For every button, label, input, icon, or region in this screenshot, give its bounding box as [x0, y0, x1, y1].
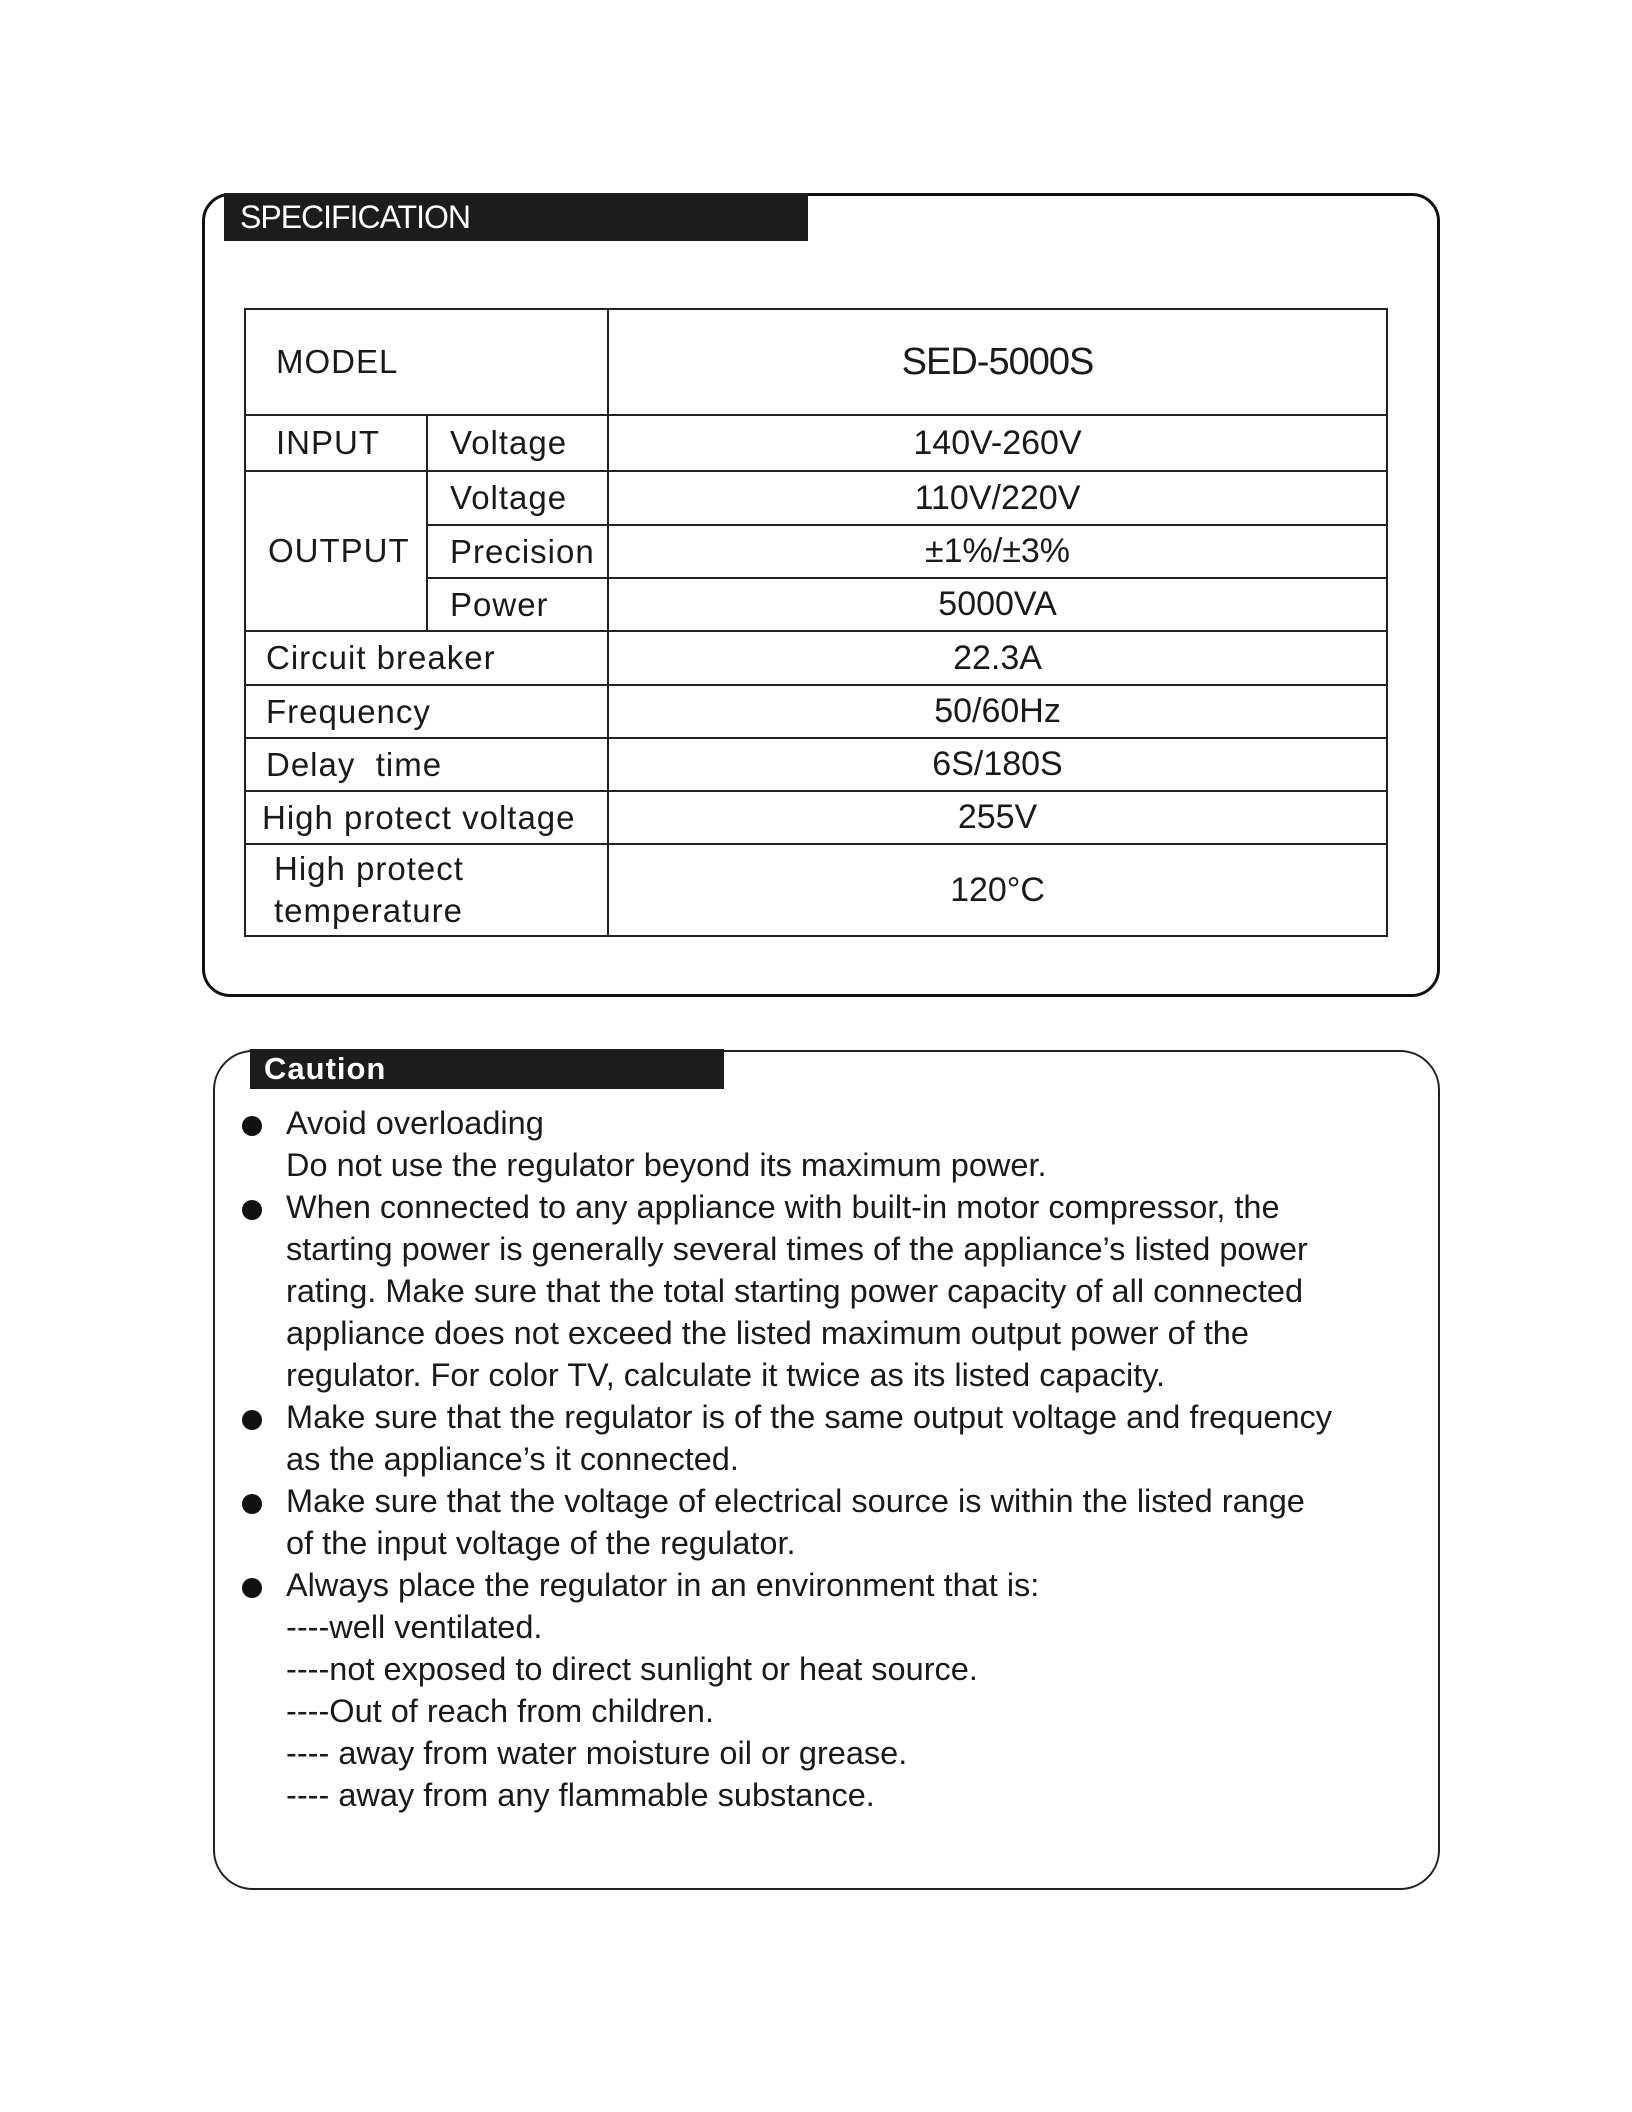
caution-line: regulator. For color TV, calculate it twice as its listed capacity.	[286, 1357, 1166, 1393]
frequency-value: 50/60Hz	[608, 685, 1387, 738]
frequency-label: Frequency	[245, 685, 608, 738]
caution-item	[232, 1480, 1412, 1564]
caution-line: ----Out of reach from children.	[286, 1693, 715, 1729]
high-protect-temperature-row	[245, 844, 1387, 936]
temperature-label-line2: temperature	[274, 892, 463, 929]
specification-table	[244, 308, 1388, 937]
caution-line: Do not use the regulator beyond its maximum power.	[286, 1147, 1047, 1183]
bullet-icon	[242, 1410, 262, 1430]
output-precision-label: Precision	[427, 525, 608, 578]
output-voltage-label: Voltage	[427, 471, 608, 525]
bullet-icon	[242, 1494, 262, 1514]
delay-time-row	[245, 738, 1387, 791]
caution-line: starting power is generally several times of the appliance’s listed power	[286, 1231, 1308, 1267]
temperature-label-line1: High protect	[274, 850, 464, 887]
output-power-label: Power	[427, 578, 608, 631]
caution-list	[232, 1102, 1412, 1816]
input-label: INPUT	[245, 415, 427, 471]
caution-item	[232, 1396, 1412, 1480]
specification-header: SPECIFICATION	[224, 193, 808, 241]
high-protect-temperature-value: 120°C	[608, 844, 1387, 936]
caution-line: ----not exposed to direct sunlight or heat source.	[286, 1651, 978, 1687]
model-row	[245, 309, 1387, 415]
caution-item	[232, 1102, 1412, 1186]
circuit-breaker-row	[245, 631, 1387, 685]
caution-line: ---- away from any flammable substance.	[286, 1777, 875, 1813]
caution-line: Avoid overloading	[286, 1105, 544, 1141]
model-label: MODEL	[245, 309, 608, 415]
caution-line: of the input voltage of the regulator.	[286, 1525, 796, 1561]
caution-line: ----well ventilated.	[286, 1609, 543, 1645]
caution-line: rating. Make sure that the total starting power capacity of all connected	[286, 1273, 1304, 1309]
caution-line: Always place the regulator in an environment that is:	[286, 1567, 1040, 1603]
output-voltage-value: 110V/220V	[608, 471, 1387, 525]
caution-item	[232, 1186, 1412, 1396]
input-voltage-value: 140V-260V	[608, 415, 1387, 471]
bullet-icon	[242, 1116, 262, 1136]
model-value: SED-5000S	[608, 309, 1387, 415]
output-label: OUTPUT	[245, 471, 427, 631]
frequency-row	[245, 685, 1387, 738]
caution-item	[232, 1564, 1412, 1816]
output-precision-value: ±1%/±3%	[608, 525, 1387, 578]
output-voltage-row	[245, 471, 1387, 525]
bullet-icon	[242, 1200, 262, 1220]
caution-line: Make sure that the regulator is of the same output voltage and frequency	[286, 1399, 1333, 1435]
caution-line: as the appliance’s it connected.	[286, 1441, 739, 1477]
high-protect-voltage-label: High protect voltage	[245, 791, 608, 844]
input-voltage-label: Voltage	[427, 415, 608, 471]
caution-line: appliance does not exceed the listed maximum output power of the	[286, 1315, 1249, 1351]
bullet-icon	[242, 1578, 262, 1598]
high-protect-temperature-label	[245, 844, 608, 936]
circuit-breaker-value: 22.3A	[608, 631, 1387, 685]
circuit-breaker-label: Circuit breaker	[245, 631, 608, 685]
caution-header: Caution	[250, 1049, 724, 1089]
high-protect-voltage-row	[245, 791, 1387, 844]
caution-line: ---- away from water moisture oil or grease.	[286, 1735, 908, 1771]
high-protect-voltage-value: 255V	[608, 791, 1387, 844]
caution-line: Make sure that the voltage of electrical source is within the listed range	[286, 1483, 1305, 1519]
delay-time-label: Delay time	[245, 738, 608, 791]
output-power-value: 5000VA	[608, 578, 1387, 631]
caution-line: When connected to any appliance with built-in motor compressor, the	[286, 1189, 1280, 1225]
delay-time-value: 6S/180S	[608, 738, 1387, 791]
input-row	[245, 415, 1387, 471]
